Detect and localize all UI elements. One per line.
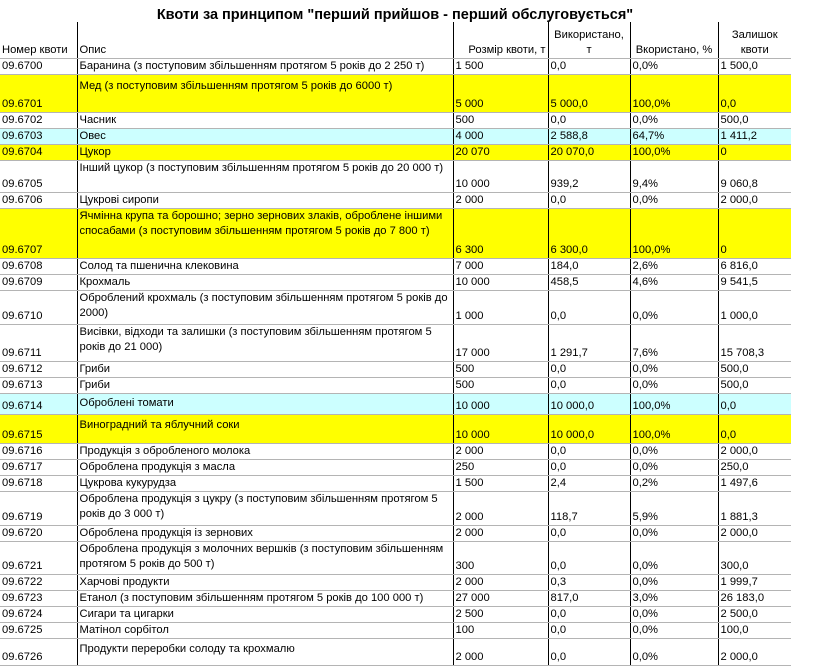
quota-remaining: 1 497,6 bbox=[718, 475, 791, 491]
quota-id: 09.6717 bbox=[0, 459, 77, 475]
quota-description: Гриби bbox=[77, 377, 453, 393]
quota-size: 2 000 bbox=[453, 443, 548, 459]
quota-percent: 0,0% bbox=[630, 361, 718, 377]
quota-remaining: 500,0 bbox=[718, 377, 791, 393]
quota-size: 2 000 bbox=[453, 491, 548, 525]
quota-percent: 3,0% bbox=[630, 590, 718, 606]
quota-used: 817,0 bbox=[548, 590, 630, 606]
quota-size: 2 000 bbox=[453, 192, 548, 208]
quota-size: 7 000 bbox=[453, 258, 548, 274]
quota-description: Оброблені томати bbox=[77, 393, 453, 414]
table-row bbox=[0, 459, 791, 475]
quota-used: 0,0 bbox=[548, 192, 630, 208]
quota-size: 100 bbox=[453, 622, 548, 638]
quota-id: 09.6703 bbox=[0, 128, 77, 144]
table-row bbox=[0, 208, 791, 258]
quota-remaining: 100,0 bbox=[718, 622, 791, 638]
table-row bbox=[0, 112, 791, 128]
quota-remaining: 500,0 bbox=[718, 112, 791, 128]
quota-used: 458,5 bbox=[548, 274, 630, 290]
quota-description: Цукор bbox=[77, 144, 453, 160]
header-row bbox=[0, 22, 791, 58]
quota-id: 09.6723 bbox=[0, 590, 77, 606]
table-row bbox=[0, 574, 791, 590]
quota-percent: 100,0% bbox=[630, 414, 718, 443]
quota-id: 09.6701 bbox=[0, 74, 77, 112]
quota-remaining: 6 816,0 bbox=[718, 258, 791, 274]
quota-used: 0,0 bbox=[548, 58, 630, 74]
quota-percent: 0,0% bbox=[630, 638, 718, 665]
quota-id: 09.6709 bbox=[0, 274, 77, 290]
quota-size: 6 300 bbox=[453, 208, 548, 258]
quota-remaining: 9 060,8 bbox=[718, 160, 791, 192]
table-row bbox=[0, 475, 791, 491]
quota-percent: 0,0% bbox=[630, 459, 718, 475]
quota-size: 2 500 bbox=[453, 606, 548, 622]
quota-description: Висівки, відходи та залишки (з поступовим збільшенням протягом 5 років до 21 000) bbox=[77, 324, 453, 361]
table-row bbox=[0, 525, 791, 541]
quota-remaining: 2 000,0 bbox=[718, 443, 791, 459]
quota-percent: 0,0% bbox=[630, 525, 718, 541]
quota-size: 500 bbox=[453, 112, 548, 128]
quota-id: 09.6719 bbox=[0, 491, 77, 525]
quota-id: 09.6712 bbox=[0, 361, 77, 377]
quota-remaining: 250,0 bbox=[718, 459, 791, 475]
quota-size: 250 bbox=[453, 459, 548, 475]
quota-used: 118,7 bbox=[548, 491, 630, 525]
quota-description: Крохмаль bbox=[77, 274, 453, 290]
table-row bbox=[0, 491, 791, 525]
quota-description: Цукрова кукурудза bbox=[77, 475, 453, 491]
quota-size: 5 000 bbox=[453, 74, 548, 112]
quota-percent: 0,0% bbox=[630, 606, 718, 622]
quota-description: Продукти переробки солоду та крохмалю bbox=[77, 638, 453, 665]
quota-description: Овес bbox=[77, 128, 453, 144]
quota-percent: 100,0% bbox=[630, 208, 718, 258]
quota-description: Оброблений крохмаль (з поступовим збільшенням протягом 5 років до 2000) bbox=[77, 290, 453, 324]
table-row bbox=[0, 58, 791, 74]
quota-percent: 4,6% bbox=[630, 274, 718, 290]
quota-size: 10 000 bbox=[453, 274, 548, 290]
quota-used: 1 291,7 bbox=[548, 324, 630, 361]
quota-used: 0,0 bbox=[548, 377, 630, 393]
quota-id: 09.6702 bbox=[0, 112, 77, 128]
quota-size: 500 bbox=[453, 361, 548, 377]
quota-percent: 5,9% bbox=[630, 491, 718, 525]
quota-size: 20 070 bbox=[453, 144, 548, 160]
quota-percent: 0,0% bbox=[630, 192, 718, 208]
quota-id: 09.6715 bbox=[0, 414, 77, 443]
quota-used: 0,0 bbox=[548, 622, 630, 638]
quota-used: 939,2 bbox=[548, 160, 630, 192]
quota-percent: 0,2% bbox=[630, 475, 718, 491]
table-row bbox=[0, 541, 791, 574]
quota-percent: 0,0% bbox=[630, 622, 718, 638]
quota-remaining: 0,0 bbox=[718, 393, 791, 414]
quota-id: 09.6714 bbox=[0, 393, 77, 414]
quota-percent: 0,0% bbox=[630, 112, 718, 128]
quota-used: 0,0 bbox=[548, 638, 630, 665]
quota-percent: 100,0% bbox=[630, 74, 718, 112]
quota-percent: 64,7% bbox=[630, 128, 718, 144]
quota-used: 2 588,8 bbox=[548, 128, 630, 144]
header-remaining: Залишок квоти bbox=[718, 22, 791, 58]
quota-remaining: 0,0 bbox=[718, 414, 791, 443]
table-row bbox=[0, 144, 791, 160]
quota-used: 0,0 bbox=[548, 112, 630, 128]
quota-percent: 0,0% bbox=[630, 574, 718, 590]
table-row bbox=[0, 274, 791, 290]
quota-size: 10 000 bbox=[453, 393, 548, 414]
quota-used: 10 000,0 bbox=[548, 393, 630, 414]
quota-id: 09.6722 bbox=[0, 574, 77, 590]
quota-description: Оброблена продукція з молочних вершків (з поступовим збільшенням протягом 5 років до 500 т) bbox=[77, 541, 453, 574]
header-description: Опис bbox=[77, 22, 453, 58]
quota-description: Матінол сорбітол bbox=[77, 622, 453, 638]
table-row bbox=[0, 324, 791, 361]
quota-size: 1 500 bbox=[453, 58, 548, 74]
header-used-percent: Вкористано, % bbox=[630, 22, 718, 58]
quota-size: 500 bbox=[453, 377, 548, 393]
quota-remaining: 2 500,0 bbox=[718, 606, 791, 622]
quota-description: Оброблена продукція з цукру (з поступовим збільшенням протягом 5 років до 3 000 т) bbox=[77, 491, 453, 525]
quota-id: 09.6707 bbox=[0, 208, 77, 258]
quota-remaining: 2 000,0 bbox=[718, 192, 791, 208]
quota-percent: 0,0% bbox=[630, 377, 718, 393]
sheet-title: Квоти за принципом "перший прийшов - перший обслуговується" bbox=[156, 7, 634, 23]
quota-remaining: 1 411,2 bbox=[718, 128, 791, 144]
quota-description: Баранина (з поступовим збільшенням протягом 5 років до 2 250 т) bbox=[77, 58, 453, 74]
quota-size: 4 000 bbox=[453, 128, 548, 144]
table-row bbox=[0, 128, 791, 144]
table-row bbox=[0, 377, 791, 393]
table-row bbox=[0, 160, 791, 192]
quota-description: Цукрові сиропи bbox=[77, 192, 453, 208]
table-row bbox=[0, 622, 791, 638]
quota-percent: 9,4% bbox=[630, 160, 718, 192]
quota-size: 1 000 bbox=[453, 290, 548, 324]
quota-used: 6 300,0 bbox=[548, 208, 630, 258]
quota-id: 09.6700 bbox=[0, 58, 77, 74]
quota-remaining: 26 183,0 bbox=[718, 590, 791, 606]
quota-percent: 100,0% bbox=[630, 144, 718, 160]
quota-remaining: 1 000,0 bbox=[718, 290, 791, 324]
quota-used: 0,0 bbox=[548, 361, 630, 377]
quota-description: Сигари та цигарки bbox=[77, 606, 453, 622]
quota-remaining: 15 708,3 bbox=[718, 324, 791, 361]
quota-size: 1 500 bbox=[453, 475, 548, 491]
quota-id: 09.6721 bbox=[0, 541, 77, 574]
quota-description: Етанол (з поступовим збільшенням протягом 5 років до 100 000 т) bbox=[77, 590, 453, 606]
quota-size: 10 000 bbox=[453, 414, 548, 443]
quota-id: 09.6706 bbox=[0, 192, 77, 208]
table-row bbox=[0, 361, 791, 377]
quota-description: Інший цукор (з поступовим збільшенням протягом 5 років до 20 000 т) bbox=[77, 160, 453, 192]
quota-percent: 0,0% bbox=[630, 443, 718, 459]
quota-description: Солод та пшенична клековина bbox=[77, 258, 453, 274]
quota-remaining: 0 bbox=[718, 144, 791, 160]
quota-used: 0,0 bbox=[548, 541, 630, 574]
quota-size: 300 bbox=[453, 541, 548, 574]
quota-percent: 0,0% bbox=[630, 58, 718, 74]
quota-id: 09.6704 bbox=[0, 144, 77, 160]
quota-id: 09.6710 bbox=[0, 290, 77, 324]
header-used: Використано, т bbox=[548, 22, 630, 58]
header-quota-size: Розмір квоти, т bbox=[453, 22, 548, 58]
quota-description: Оброблена продукція з масла bbox=[77, 459, 453, 475]
quota-remaining: 300,0 bbox=[718, 541, 791, 574]
quota-used: 0,0 bbox=[548, 443, 630, 459]
table-row bbox=[0, 443, 791, 459]
quota-id: 09.6726 bbox=[0, 638, 77, 665]
quota-id: 09.6705 bbox=[0, 160, 77, 192]
quota-remaining: 1 500,0 bbox=[718, 58, 791, 74]
quota-id: 09.6713 bbox=[0, 377, 77, 393]
quota-id: 09.6724 bbox=[0, 606, 77, 622]
quota-remaining: 2 000,0 bbox=[718, 525, 791, 541]
table-row bbox=[0, 638, 791, 665]
table-row bbox=[0, 590, 791, 606]
quota-id: 09.6720 bbox=[0, 525, 77, 541]
quota-percent: 2,6% bbox=[630, 258, 718, 274]
quota-used: 0,0 bbox=[548, 525, 630, 541]
quota-remaining: 0 bbox=[718, 208, 791, 258]
quota-size: 10 000 bbox=[453, 160, 548, 192]
quota-size: 17 000 bbox=[453, 324, 548, 361]
quota-used: 0,0 bbox=[548, 290, 630, 324]
quota-remaining: 9 541,5 bbox=[718, 274, 791, 290]
quota-used: 0,0 bbox=[548, 459, 630, 475]
table-row bbox=[0, 192, 791, 208]
quota-used: 184,0 bbox=[548, 258, 630, 274]
quota-size: 2 000 bbox=[453, 574, 548, 590]
quota-id: 09.6711 bbox=[0, 324, 77, 361]
table-row bbox=[0, 606, 791, 622]
quota-used: 2,4 bbox=[548, 475, 630, 491]
quota-description: Ячмінна крупа та борошно; зерно зернових злаків, оброблене іншими спосабами (з поступовим збільшенням протягом 5 років до 7 800 т) bbox=[77, 208, 453, 258]
quota-percent: 0,0% bbox=[630, 541, 718, 574]
quota-used: 5 000,0 bbox=[548, 74, 630, 112]
quota-id: 09.6718 bbox=[0, 475, 77, 491]
quota-used: 10 000,0 bbox=[548, 414, 630, 443]
table-row bbox=[0, 414, 791, 443]
table-row bbox=[0, 290, 791, 324]
table-row bbox=[0, 393, 791, 414]
quota-used: 20 070,0 bbox=[548, 144, 630, 160]
quota-id: 09.6725 bbox=[0, 622, 77, 638]
table-row bbox=[0, 258, 791, 274]
quota-table bbox=[0, 22, 791, 666]
quota-description: Виноградний та яблучний соки bbox=[77, 414, 453, 443]
quota-description: Продукція з обробленого молока bbox=[77, 443, 453, 459]
quota-size: 2 000 bbox=[453, 638, 548, 665]
quota-remaining: 0,0 bbox=[718, 74, 791, 112]
quota-id: 09.6716 bbox=[0, 443, 77, 459]
quota-description: Харчові продукти bbox=[77, 574, 453, 590]
table-row bbox=[0, 74, 791, 112]
header-quota-number: Номер квоти bbox=[0, 22, 77, 58]
quota-remaining: 1 881,3 bbox=[718, 491, 791, 525]
quota-percent: 7,6% bbox=[630, 324, 718, 361]
quota-id: 09.6708 bbox=[0, 258, 77, 274]
quota-description: Оброблена продукція із зернових bbox=[77, 525, 453, 541]
quota-description: Гриби bbox=[77, 361, 453, 377]
quota-description: Мед (з поступовим збільшенням протягом 5 років до 6000 т) bbox=[77, 74, 453, 112]
quota-remaining: 2 000,0 bbox=[718, 638, 791, 665]
quota-remaining: 1 999,7 bbox=[718, 574, 791, 590]
quota-size: 27 000 bbox=[453, 590, 548, 606]
quota-used: 0,3 bbox=[548, 574, 630, 590]
quota-remaining: 500,0 bbox=[718, 361, 791, 377]
quota-used: 0,0 bbox=[548, 606, 630, 622]
quota-percent: 0,0% bbox=[630, 290, 718, 324]
quota-description: Часник bbox=[77, 112, 453, 128]
quota-size: 2 000 bbox=[453, 525, 548, 541]
quota-percent: 100,0% bbox=[630, 393, 718, 414]
